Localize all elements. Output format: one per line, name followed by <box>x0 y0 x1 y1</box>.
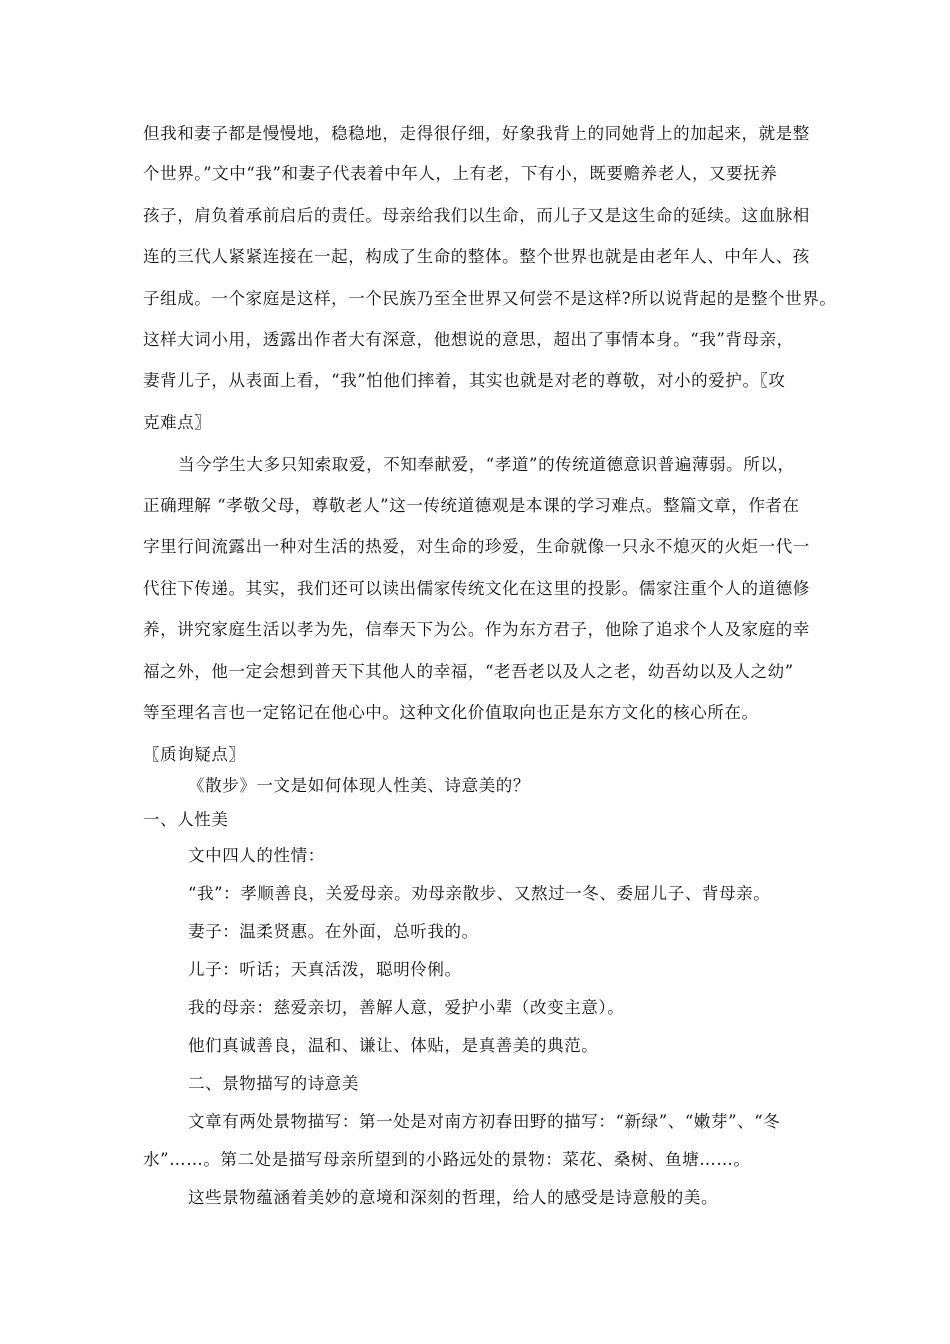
paragraph-line: 连的三代人紧紧连接在一起，构成了生命的整体。整个世界也就是由老年人、中年人、孩 <box>143 247 810 266</box>
paragraph-line: 个世界。”文中“我”和妻子代表着中年人，上有老，下有小，既要赡养老人，又要抚养 <box>143 164 778 183</box>
paragraph-line: 克难点〗 <box>143 413 212 432</box>
paragraph-line: 妻背儿子，从表面上看，“我”怕他们摔着，其实也就是对老的尊敬，对小的爱护。〖攻 <box>143 371 786 390</box>
paragraph-line: 他们真诚善良，温和、谦让、体贴，是真善美的典范。 <box>188 1036 599 1055</box>
paragraph-line: 字里行间流露出一种对生活的热爱，对生命的珍爱，生命就像一只永不熄灭的火炬一代一 <box>143 537 810 556</box>
paragraph-line: 养，讲究家庭生活以孝为先，信奉天下为公。作为东方君子，他除了追求个人及家庭的幸 <box>143 620 810 639</box>
paragraph-line: 但我和妻子都是慢慢地，稳稳地，走得很仔细，好象我背上的同她背上的加起来，就是整 <box>143 124 810 143</box>
paragraph-line: 子组成。一个家庭是这样，一个民族乃至全世界又何尝不是这样?所以说背起的是整个世界。 <box>143 289 837 308</box>
paragraph-line: 文中四人的性情： <box>188 846 325 865</box>
section-heading: 〖质询疑点〗 <box>143 745 246 764</box>
paragraph-line: 正确理解 “孝敬父母，尊敬老人”这一传统道德观是本课的学习难点。整篇文章，作者在 <box>143 496 800 515</box>
paragraph-line: 水”……。第二处是描写母亲所望到的小路远处的景物：菜花、桑树、鱼塘……。 <box>143 1150 751 1169</box>
paragraph-line: 孩子，肩负着承前启后的责任。母亲给我们以生命，而儿子又是这生命的延续。这血脉相 <box>143 206 810 225</box>
paragraph-line: 等至理名言也一定铭记在他心中。这种文化价值取向也正是东方文化的核心所在。 <box>143 703 759 722</box>
paragraph-line: 福之外，他一定会想到普天下其他人的幸福，“老吾老以及人之老，幼吾幼以及人之幼” <box>143 662 794 681</box>
subsection-heading: 二、景物描写的诗意美 <box>188 1074 359 1093</box>
paragraph-line: 儿子：听话；天真活泼，聪明伶俐。 <box>188 960 462 979</box>
paragraph-line: 当今学生大多只知索取爱，不知奉献爱，“孝道”的传统道德意识普遍薄弱。所以， <box>178 455 795 474</box>
question-line: 《散步》一文是如何体现人性美、诗意美的？ <box>188 776 530 795</box>
paragraph-line: 我的母亲：慈爱亲切，善解人意，爱护小辈（改变主意）。 <box>188 998 625 1017</box>
paragraph-line: 代往下传递。其实，我们还可以读出儒家传统文化在这里的投影。儒家注重个人的道德修 <box>143 579 810 598</box>
paragraph-line: 这些景物蕴涵着美妙的意境和深刻的哲理，给人的感受是诗意般的美。 <box>188 1188 719 1207</box>
subsection-heading: 一、人性美 <box>143 810 229 829</box>
paragraph-line: 妻子：温柔贤惠。在外面，总听我的。 <box>188 922 479 941</box>
paragraph-line: 这样大词小用，透露出作者大有深意，他想说的意思，超出了事情本身。“我”背母亲， <box>143 330 794 349</box>
paragraph-line: 文章有两处景物描写：第一处是对南方初春田野的描写：“新绿”、“嫩芽”、“冬 <box>188 1112 781 1131</box>
paragraph-line: “我”：孝顺善良，关爱母亲。劝母亲散步、又熬过一冬、委屈儿子、背母亲。 <box>188 884 771 903</box>
